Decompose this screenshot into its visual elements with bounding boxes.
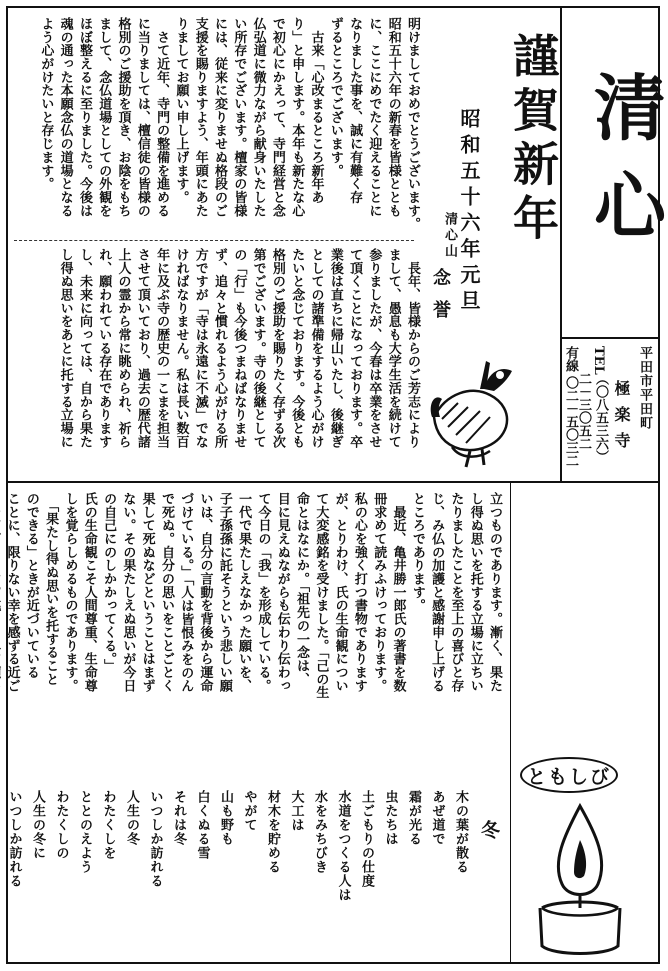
poem-body: 木の葉が散る あぜ道で 霜が光る 虫たちは 土ごもりの仕度 水道をつくる人は 水をみちびき 大工は 材木を貯める やがて 山も野も 白くぬる雪 それは冬 いつしか訪れる 人生の冬 わたくしを ととのえよう わたくしの 人生の冬に いつしか訪れる (6, 790, 468, 902)
author-name: 念誉 (430, 268, 451, 332)
newsletter-title: 清心 (582, 70, 667, 266)
column-divider (510, 483, 511, 964)
author-temple: 清心山 (442, 212, 457, 260)
essay-body: 立つものであります。漸く、果た し得ぬ思いを托する立場に立ちい たりましたことを至上の喜びと存 じ、み仏の加護と感謝申し上げる ところであります。 最近、亀井勝一郎氏の著書を数 冊求めて読みふけっております。 私の心を強く打つ書物であります が、とりわけ、氏の生命観につい て大変感銘を受けました。「己の生 命とはなにか。「祖先の一念は、 目に見えぬながらも伝わり伝わっ て今日の「我」を形成している。 一代で果たしえなかった願いを、 子子孫孫に託そうという悲しい願 いは、自分の言動を背後から運命 づけている。」「人は皆恨みをのん で死ぬ。自分の思いをことごとく 果して死ぬなどということはまず ない。その果たしえぬ思いが今日 の自己にのしかかってくる。」 氏の生命観こそ人間尊重、生命尊 しを覚らしめるものであります。 「果たし得ぬ思いを托すること のできる」ときが近づいている ことに、限りない幸を感ずる近ご (4, 492, 502, 700)
poem-title: 冬 (478, 820, 500, 839)
tel-number: （〇八五三六） 二－三〇五二 (576, 372, 608, 463)
temple-address: 平田市平田町 (637, 346, 652, 430)
line-number: 〇二－五〇三二 (563, 376, 578, 467)
crane-illustration (428, 355, 520, 470)
candle-illustration (524, 800, 636, 960)
greeting-paragraph-2: 長年、皆様からのご芳志により まして、愚息も大学生活を続けて 参りましたが、今春は卒業をさせ て頂くことになっております。卒 業後は直ちに帰山いたし、後継ぎ としての諸準備をするよう心がけ たいと念じております。今後とも 格別のご援助を賜りたく存ずる次 第でございます。寺の後継として の「行」も今後つまねばなりませ ず、追々と慣れるよう心がける所 方ですが「寺は永遠に不滅」でな ければなりません。私は長い数百 年に及ぶ寺の歴史の一こまを担当 させて頂いており、過去の歴代諸 上人の霊から常に眺められ、祈ら れ、願われている存在であります し、未来に向っては、自から果た し得ぬ思いをあとに托する立場に (57, 248, 420, 449)
greeting-paragraph-1: 明けましておめでとうございます。 昭和五十六年の新春を皆様ととも に、ここにめでたく迎えることに なりました事を、誠に有難く存 ずるところでございます。 古来「心改まるところ新年あ り」と申します。本年も新たな心 で初心にかえって、寺門経営と念 仏弘道に微力ながら献身いたした い所存でございます。檀家の皆様 には、従来に変りませぬ格段のご 支援を賜りますよう、年頭にあた りましてお願い申し上げます。 さて近年、寺門の整備を進める に当りましては、檀信徒の皆様の 格別のご援助を頂き、お陰をもち まして、念仏道場としての外観を ほぼ整えるに至りました。今後は 魂の通った本願念仏の道場となる よう心がけたいと存じます。 (38, 17, 420, 231)
masthead-rule (561, 337, 660, 339)
column-badge: ともしび (520, 757, 618, 793)
paragraph-divider (14, 240, 414, 241)
line-label: 有線 (563, 346, 578, 372)
greeting-heading: 謹賀新年 (506, 32, 560, 248)
temple-name: 極楽寺 (612, 380, 631, 458)
greeting-date: 昭和五十六年元旦 (457, 108, 481, 316)
tel-label: TEL (591, 346, 606, 375)
